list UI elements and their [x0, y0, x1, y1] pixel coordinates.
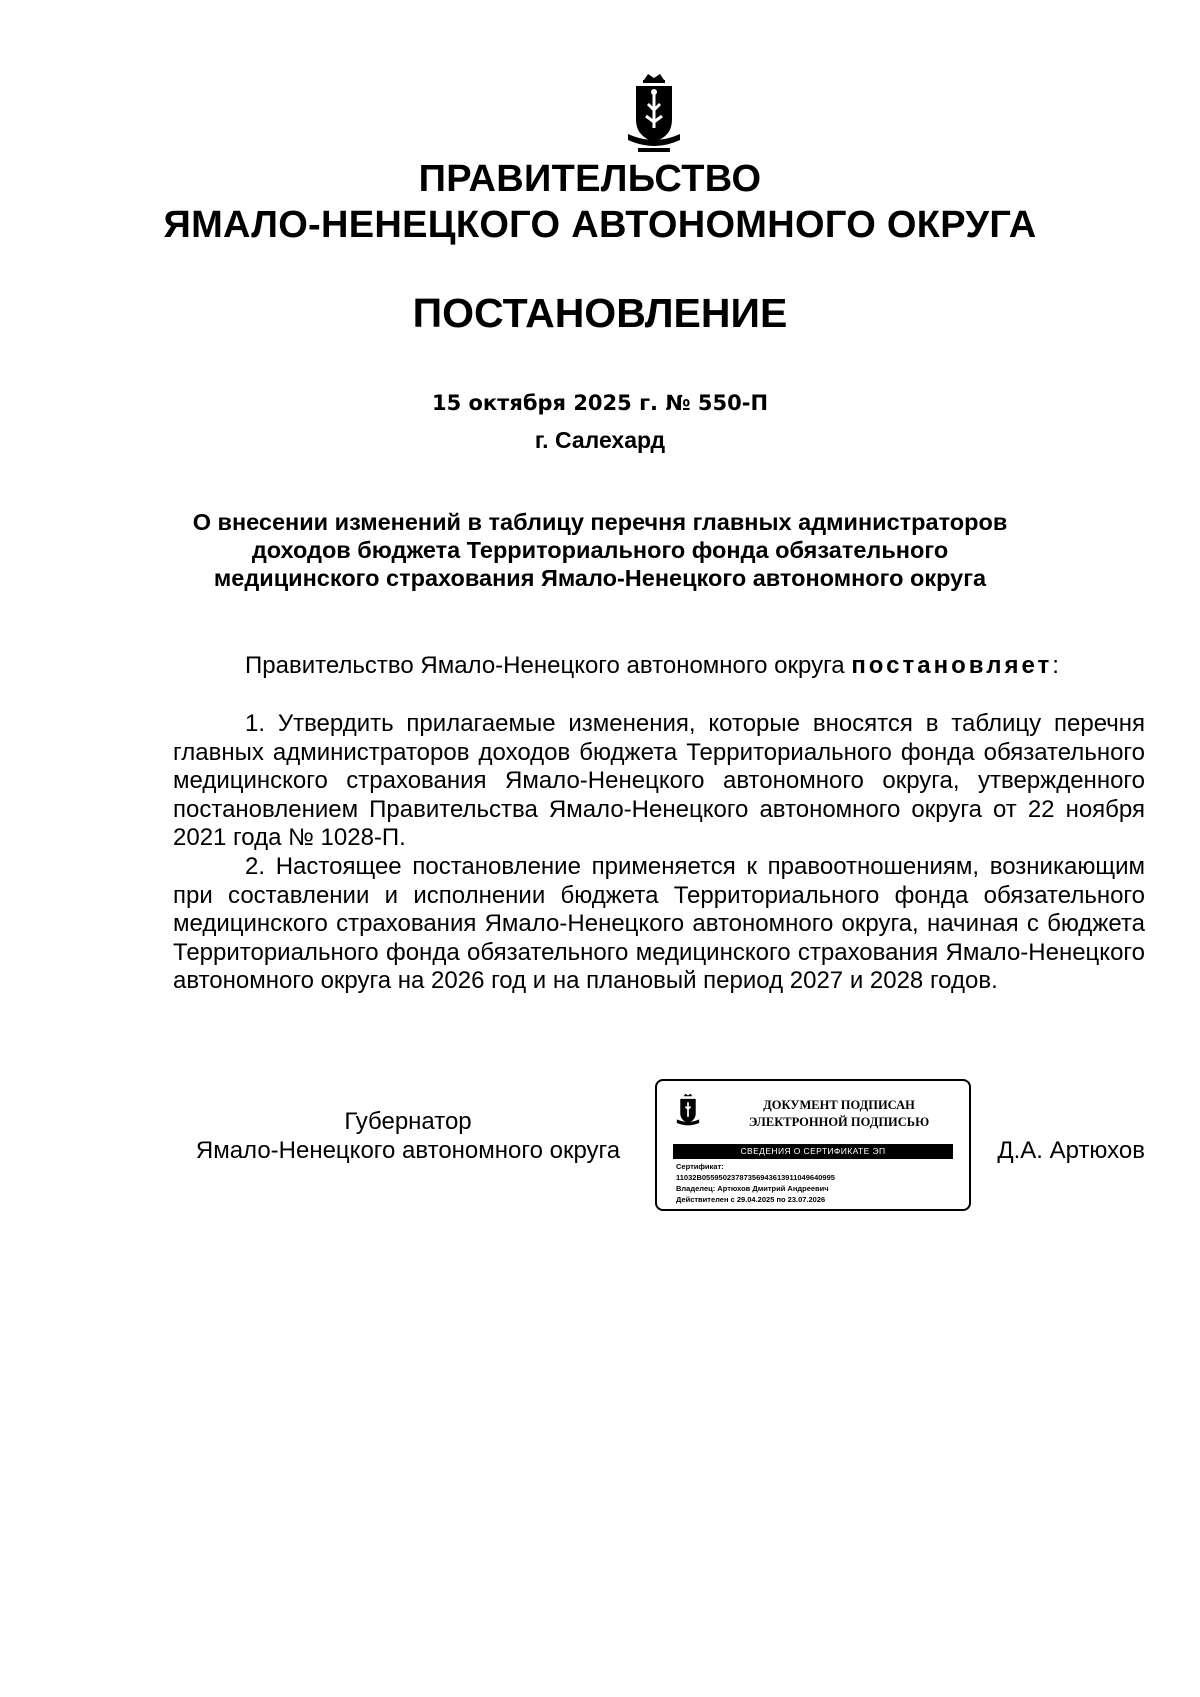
stamp-owner: Владелец: Артюхов Дмитрий Андреевич: [676, 1184, 829, 1193]
document-city: г. Салехард: [534, 427, 666, 453]
paragraph-1-text: 1. Утвердить прилагаемые изменения, которые вносятся в таблицу перечня главных администраторов доходов бюджета Территориального фонда обязательного медицинского страхования Ямало-Ненецкого автономного округа, утвержденного постановлением Правительства Ямало-Ненецкого автономного округа от 22 ноября 2021 года № 1028-П.: [173, 710, 1145, 852]
document-date-number: 15 октября 2025 г. № 550-П: [431, 391, 769, 415]
signatory-name: Д.А. Артюхов: [997, 1137, 1145, 1164]
preamble-colon: :: [1052, 652, 1059, 679]
paragraph-2-text: 2. Настоящее постановление применяется к правоотношениям, возникающим при составлении и исполнении бюджета Территориального фонда обязательного медицинского страхования Ямало-Ненецкого автономного округа, начиная с бюджета Территориального фонда обязательного медицинского страхования Ямало-Ненецкого автономного округа на 2026 год и на плановый период 2027 и 2028 годов.: [173, 853, 1145, 995]
stamp-cert-label: Сертификат:: [676, 1162, 724, 1171]
stamp-header-line1: ДОКУМЕНТ ПОДПИСАН: [763, 1098, 915, 1112]
coat-of-arms-icon: [624, 70, 684, 154]
document-subject: О внесении изменений в таблицу перечня главных администраторов доходов бюджета Территориального фонда обязательного медицинского страхования Ямало-Ненецкого автономного округа: [192, 509, 1008, 591]
paragraph-2: [173, 853, 1145, 996]
electronic-signature-stamp: [655, 1079, 971, 1211]
stamp-validity: Действителен с 29.04.2025 по 23.07.2026: [676, 1195, 826, 1204]
document-type-heading: ПОСТАНОВЛЕНИЕ: [412, 290, 788, 336]
stamp-emblem-icon: [675, 1092, 701, 1128]
stamp-certificate-bar: СВЕДЕНИЯ О СЕРТИФИКАТЕ ЭП: [673, 1144, 953, 1159]
signatory-position-line1: Губернатор: [344, 1108, 472, 1135]
government-title-line1: ПРАВИТЕЛЬСТВО: [418, 158, 762, 200]
stamp-header: [719, 1097, 959, 1131]
preamble-text: Правительство Ямало-Ненецкого автономного округа: [245, 652, 845, 679]
paragraph-1: [173, 710, 1145, 853]
preamble: [245, 651, 1145, 680]
government-title-line2: ЯМАЛО-НЕНЕЦКОГО АВТОНОМНОГО ОКРУГА: [163, 204, 1037, 246]
signatory-position: [173, 1107, 643, 1165]
signatory-position-line2: Ямало-Ненецкого автономного округа: [195, 1137, 621, 1164]
preamble-verb: постановляет: [851, 652, 1053, 679]
stamp-header-line2: ЭЛЕКТРОННОЙ ПОДПИСЬЮ: [748, 1115, 930, 1129]
stamp-cert-number: 11032B05595023787356943613911049640995: [676, 1173, 835, 1182]
